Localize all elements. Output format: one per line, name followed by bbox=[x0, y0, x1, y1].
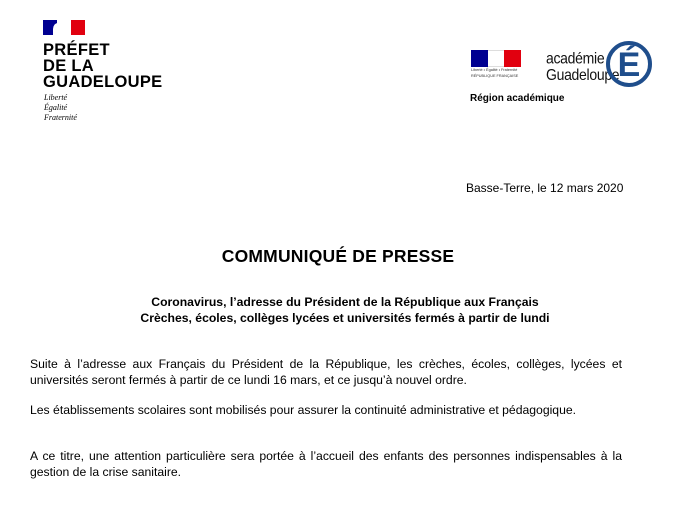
motto-line: Liberté bbox=[44, 93, 68, 102]
flag-caption: Liberté • Égalité • Fraternité bbox=[471, 68, 518, 72]
motto-line: Fraternité bbox=[44, 113, 77, 122]
paragraph: Les établissements scolaires sont mobilisés pour assurer la continuité administrative et pédagogique. bbox=[30, 403, 577, 417]
prefet-logo bbox=[43, 20, 85, 35]
document-title: COMMUNIQUÉ DE PRESSE bbox=[221, 246, 455, 266]
prefet-title-line: DE LA bbox=[43, 57, 94, 75]
subtitle-line: Coronavirus, l’adresse du Président de la République aux Français bbox=[151, 295, 539, 309]
flag-caption-republique: RÉPUBLIQUE FRANÇAISE bbox=[471, 74, 519, 78]
prefet-title-line: GUADELOUPE bbox=[43, 73, 163, 91]
republique-francaise-logo bbox=[471, 50, 521, 79]
emblem-letter: É bbox=[617, 46, 641, 84]
paragraph: Suite à l’adresse aux Français du Président de la République, les crèches, écoles, collèges, lycées et universités seront fermés à partir de ce lundi 16 mars, et ce jusqu’à nouvel ordre. bbox=[30, 357, 622, 387]
subtitle-line: Crèches, écoles, collèges lycées et universités fermés à partir de lundi bbox=[140, 311, 550, 325]
dateline: Basse-Terre, le 12 mars 2020 bbox=[466, 181, 624, 195]
french-flag-icon bbox=[471, 50, 521, 67]
prefet-title bbox=[43, 42, 162, 90]
paragraph: A ce titre, une attention particulière sera portée à l’accueil des enfants des personnes indispensables à la gestion de la crise sanitaire. bbox=[30, 449, 622, 479]
motto-line: Égalité bbox=[44, 103, 68, 112]
prefet-title-line: PRÉFET bbox=[43, 41, 110, 59]
academie-line: académie bbox=[546, 48, 605, 67]
academie-emblem-icon bbox=[604, 24, 654, 101]
republic-motto bbox=[44, 93, 77, 123]
document-subtitle bbox=[0, 294, 690, 326]
academie-line: Guadeloupe bbox=[546, 65, 620, 84]
french-flag-icon bbox=[43, 20, 85, 35]
region-academique-label: Région académique bbox=[470, 93, 565, 104]
